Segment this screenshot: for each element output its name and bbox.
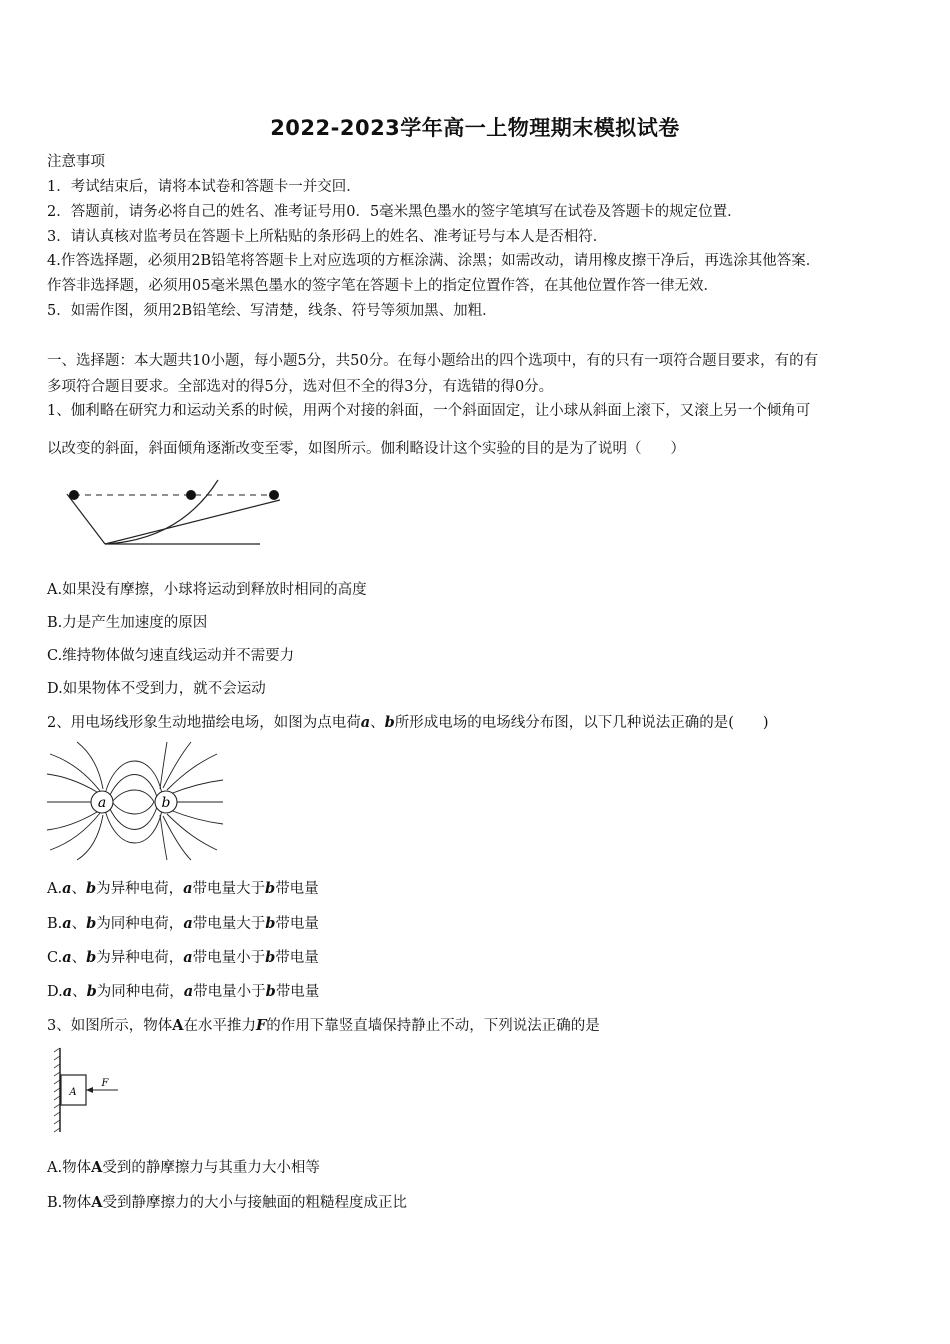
q1-option-c: C.维持物体做匀速直线运动并不需要力	[47, 648, 295, 664]
notice-item: 1．考试结束后，请将本试卷和答题卡一并交回．	[47, 179, 361, 195]
incline-figure	[50, 480, 290, 550]
q3-option-a: A.物体A受到的静摩擦力与其重力大小相等	[47, 1159, 320, 1176]
block-a-label: A	[69, 1087, 77, 1098]
section-instructions-cont: 多项符合题目要求。全部选对的得5分，选对但不全的得3分，有选错的得0分。	[47, 379, 554, 395]
notice-item: 2．答题前，请务必将自己的姓名、准考证号用0．5毫米黑色墨水的签字笔填写在试卷及答题卡的规定位置．	[47, 204, 742, 220]
wall-block-figure	[52, 1048, 132, 1134]
q2-stem: 2、用电场线形象生动地描绘电场，如图为点电荷a、b所形成电场的电场线分布图，以下几种说法正确的是( )	[47, 714, 769, 731]
q3-option-b: B.物体A受到静摩擦力的大小与接触面的粗糙程度成正比	[47, 1194, 408, 1211]
section-instructions: 一、选择题：本大题共10小题，每小题5分，共50分。在每小题给出的四个选项中，有的只有一项符合题目要求，有的有	[47, 353, 819, 369]
notice-item: 3．请认真核对监考员在答题卡上所粘贴的条形码上的姓名、准考证号与本人是否相符．	[47, 229, 608, 245]
notice-item: 5．如需作图，须用2B铅笔绘、写清楚，线条、符号等须加黑、加粗．	[47, 303, 497, 319]
q1-option-d: D.如果物体不受到力，就不会运动	[47, 681, 266, 697]
q2-option-a: A.a、b为异种电荷，a带电量大于b带电量	[47, 880, 319, 897]
q2-option-d: D.a、b为同种电荷，a带电量小于b带电量	[47, 983, 320, 1000]
force-f-label: F	[101, 1078, 109, 1089]
q2-option-c: C.a、b为异种电荷，a带电量小于b带电量	[47, 949, 319, 966]
charge-a-label: a	[97, 795, 107, 811]
q3-stem: 3、如图所示，物体A在水平推力F的作用下靠竖直墙保持静止不动，下列说法正确的是	[47, 1017, 600, 1034]
q2-option-b: B.a、b为同种电荷，a带电量大于b带电量	[47, 915, 319, 932]
electric-field-figure	[45, 742, 225, 857]
charge-b-label: b	[161, 795, 171, 811]
notice-item: 作答非选择题，必须用05毫米黑色墨水的签字笔在答题卡上的指定位置作答，在其他位置作答一律无效．	[47, 278, 718, 294]
q1-stem-cont: 以改变的斜面，斜面倾角逐渐改变至零，如图所示。伽利略设计这个实验的目的是为了说明（ ）	[47, 441, 685, 457]
q1-stem: 1、伽利略在研究力和运动关系的时候，用两个对接的斜面，一个斜面固定，让小球从斜面上滚下，又滚上另一个倾角可	[47, 403, 811, 419]
notice-item: 4.作答选择题，必须用2B铅笔将答题卡上对应选项的方框涂满、涂黑；如需改动，请用橡皮擦干净后，再选涂其他答案．	[47, 253, 821, 269]
q1-option-b: B.力是产生加速度的原因	[47, 615, 208, 631]
page-title: 2022-2023学年高一上物理期末模拟试卷	[270, 116, 680, 140]
notice-heading: 注意事项	[47, 154, 105, 170]
q1-option-a: A.如果没有摩擦，小球将运动到释放时相同的高度	[47, 582, 367, 598]
